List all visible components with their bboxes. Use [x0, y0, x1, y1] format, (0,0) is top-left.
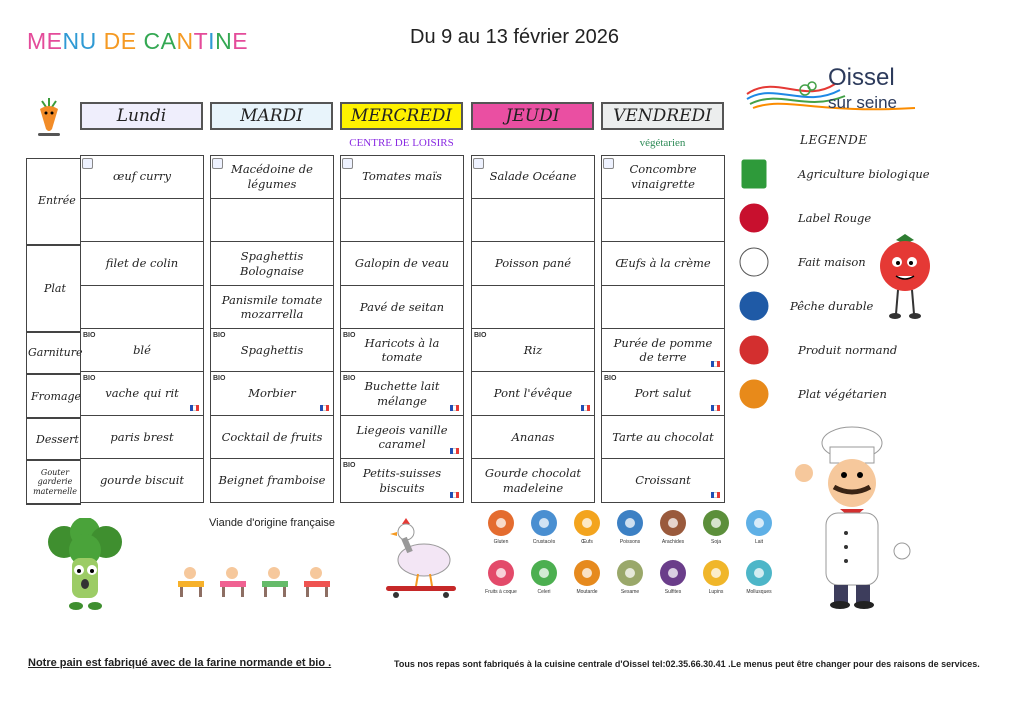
legend-label: Pêche durable [790, 299, 874, 313]
day-label: JEUDI [505, 106, 560, 126]
menu-cell-empty [602, 199, 724, 242]
vegetarien-icon [738, 378, 770, 410]
allergen-label: Œufs [581, 539, 593, 545]
day-header-jeudi [471, 102, 594, 130]
row-label-entree: Entrée [38, 193, 76, 207]
bio-badge-icon: BIO [213, 375, 226, 382]
menu-cell-empty [472, 199, 594, 242]
chef-mascot-icon [790, 425, 915, 610]
day-header-mardi [210, 102, 333, 130]
day-label: MERCREDI [350, 106, 453, 126]
menu-cell-lundi-plat: filet de colin [81, 242, 203, 286]
dish-pictogram-icon [603, 158, 614, 169]
menu-cell-vendredi-gouter: Croissant [602, 459, 724, 503]
row-label-dessert: Dessert [36, 432, 79, 446]
allergen-label: Poissons [619, 539, 641, 545]
broccoli-mascot-icon [42, 518, 128, 613]
title-letter: E [46, 28, 63, 54]
french-flag-icon [320, 405, 329, 411]
day-label: VENDREDI [613, 106, 712, 126]
allergen-label: Lait [754, 539, 764, 545]
menu-cell-lundi-garniture: blé [81, 329, 203, 372]
allergen-icon [488, 510, 514, 536]
dish-pictogram-icon [473, 158, 484, 169]
title-letter: C [143, 28, 161, 54]
day-header-mercredi [340, 102, 463, 130]
bio-badge-icon: BIO [83, 375, 96, 382]
menu-cell-mardi-plat2: Panismile tomate mozarrella [211, 286, 333, 329]
title-letter [97, 28, 104, 55]
children-eating-icon [170, 563, 335, 599]
allergen-icon [574, 510, 600, 536]
menu-cell-mercredi-plat2: Pavé de seitan [341, 286, 463, 329]
bio-badge-icon: BIO [474, 332, 487, 339]
dish-pictogram-icon [82, 158, 93, 169]
day-label: MARDI [240, 106, 303, 126]
menu-cell-mardi-plat: Spaghettis Bolognaise [211, 242, 333, 286]
menu-cell-vendredi-plat2 [602, 286, 724, 329]
ab-logo-icon [738, 158, 770, 190]
french-flag-icon [190, 405, 199, 411]
menu-cell-mercredi-fromage: Buchette lait mélange [341, 372, 463, 416]
peche-durable-icon [738, 290, 770, 322]
row-label-garniture: Garniture [28, 345, 83, 359]
page-title [27, 28, 248, 55]
french-flag-icon [581, 405, 590, 411]
row-label-plat: Plat [44, 281, 66, 295]
allergen-label: Gluten [493, 539, 509, 545]
bio-badge-icon: BIO [343, 462, 356, 469]
allergen-label: Arachides [661, 539, 685, 545]
menu-cell-mardi-garniture: Spaghettis [211, 329, 333, 372]
fait-maison-icon [738, 246, 770, 278]
menu-cell-mardi-gouter: Beignet framboise [211, 459, 333, 503]
menu-cell-vendredi-plat: Œufs à la crème [602, 242, 724, 286]
menu-cell-lundi-entree: œuf curry [81, 155, 203, 199]
french-flag-icon [711, 492, 720, 498]
logo-name: Oissel [828, 64, 895, 91]
legend-label: Label Rouge [798, 211, 872, 225]
title-letter: T [193, 28, 209, 54]
allergen-label: Fruits à coque [485, 589, 517, 595]
title-letter: E [120, 28, 137, 54]
row-label-fromage: Fromage [31, 389, 82, 403]
menu-cell-jeudi-plat2 [472, 286, 594, 329]
allergen-icon [660, 560, 686, 586]
logo-subtitle: sur seine [828, 93, 897, 112]
allergen-label: Soja [710, 539, 721, 545]
row-divider [26, 459, 81, 461]
allergen-label: Mollusques [746, 589, 772, 595]
tomato-mascot-icon [876, 232, 934, 322]
legend-label: Fait maison [798, 255, 866, 269]
label-rouge-icon [738, 202, 770, 234]
day-header-lundi [80, 102, 203, 130]
menu-cell-jeudi-fromage: Pont l'évêque [472, 372, 594, 416]
menu-cell-jeudi-entree: Salade Océane [472, 155, 594, 199]
allergen-label: Sulfites [664, 589, 682, 595]
row-label-gouter: Gouter garderie maternelle [33, 467, 77, 496]
menu-cell-vendredi-garniture: Purée de pomme de terre [602, 329, 724, 372]
title-letter: M [27, 28, 47, 54]
menu-cell-jeudi-gouter: Gourde chocolat madeleine [472, 459, 594, 503]
title-letter: U [79, 28, 97, 54]
title-letter: A [160, 28, 177, 54]
vegetarien-note: végétarien [639, 137, 686, 149]
title-letter: N [215, 28, 233, 54]
allergen-icon [488, 560, 514, 586]
menu-cell-jeudi-dessert: Ananas [472, 416, 594, 459]
allergen-label: Sesame [620, 589, 640, 595]
menu-cell-jeudi-garniture: Riz [472, 329, 594, 372]
menu-cell-mardi-fromage: Morbier [211, 372, 333, 416]
french-flag-icon [450, 405, 459, 411]
french-flag-icon [711, 405, 720, 411]
day-label: Lundi [116, 106, 167, 126]
menu-cell-mercredi-dessert: Liegeois vanille caramel [341, 416, 463, 459]
row-divider [26, 331, 81, 333]
menu-cell-mardi-dessert: Cocktail de fruits [211, 416, 333, 459]
menu-cell-lundi-dessert: paris brest [81, 416, 203, 459]
allergen-icon [746, 560, 772, 586]
date-range: Du 9 au 13 février 2026 [410, 26, 620, 48]
allergen-label: Lupins [708, 589, 724, 595]
legend-label: Agriculture biologique [798, 167, 930, 181]
centre-loisirs-note: CENTRE DE LOISIRS [349, 137, 454, 149]
dish-pictogram-icon [212, 158, 223, 169]
allergen-icon [531, 560, 557, 586]
produit-normand-icon [738, 334, 770, 366]
row-divider [26, 373, 81, 375]
allergen-icon [703, 510, 729, 536]
menu-cell-empty [211, 199, 333, 242]
bread-note: Notre pain est fabriqué avec de la farine normande et bio . [28, 657, 332, 669]
menu-cell-mercredi-plat: Galopin de veau [341, 242, 463, 286]
allergen-icon [746, 510, 772, 536]
menu-cell-empty [341, 199, 463, 242]
allergen-icon [617, 560, 643, 586]
french-flag-icon [711, 361, 720, 367]
menu-cell-mercredi-garniture: Haricots à la tomate [341, 329, 463, 372]
title-letter: N [176, 28, 194, 54]
carrot-mascot-icon [32, 95, 66, 139]
legend-title: LEGENDE [800, 133, 868, 147]
bio-badge-icon: BIO [343, 332, 356, 339]
allergen-icon [574, 560, 600, 586]
allergen-label: Moutarde [576, 589, 598, 595]
title-letter: E [232, 28, 249, 54]
title-letter: I [208, 28, 216, 54]
menu-cell-vendredi-dessert: Tarte au chocolat [602, 416, 724, 459]
menu-cell-vendredi-fromage: Port salut [602, 372, 724, 416]
title-letter: N [62, 28, 80, 54]
menu-cell-lundi-fromage: vache qui rit [81, 372, 203, 416]
menu-cell-mardi-entree: Macédoine de légumes [211, 155, 333, 199]
bio-badge-icon: BIO [213, 332, 226, 339]
kitchen-note: Tous nos repas sont fabriqués à la cuisine centrale d'Oissel tel:02.35.66.30.41 .Le menus peut être changer pour des raisons de services. [394, 659, 980, 669]
menu-cell-empty [81, 199, 203, 242]
row-divider [26, 244, 81, 246]
allergen-label: Celeri [537, 589, 551, 595]
french-flag-icon [450, 492, 459, 498]
bio-badge-icon: BIO [343, 375, 356, 382]
chicken-skateboard-icon [380, 518, 460, 600]
allergen-icon [617, 510, 643, 536]
menu-cell-jeudi-plat: Poisson pané [472, 242, 594, 286]
title-letter [137, 28, 144, 55]
menu-cell-mercredi-gouter: Petits-suisses biscuits [341, 459, 463, 503]
meat-origin-note: Viande d'origine française [209, 517, 336, 529]
allergen-icon [531, 510, 557, 536]
row-divider [26, 417, 81, 419]
allergen-icon [703, 560, 729, 586]
day-header-vendredi [601, 102, 724, 130]
menu-cell-mercredi-entree: Tomates maïs [341, 155, 463, 199]
french-flag-icon [450, 448, 459, 454]
bio-badge-icon: BIO [604, 375, 617, 382]
row-divider [26, 503, 81, 505]
dish-pictogram-icon [342, 158, 353, 169]
legend-label: Plat végétarien [798, 387, 887, 401]
bio-badge-icon: BIO [83, 332, 96, 339]
allergen-icon [660, 510, 686, 536]
menu-cell-lundi-gouter: gourde biscuit [81, 459, 203, 503]
menu-cell-lundi-plat2 [81, 286, 203, 329]
legend-label: Produit normand [798, 343, 898, 357]
allergen-label: Crustacés [532, 539, 556, 545]
title-letter: D [103, 28, 121, 54]
menu-cell-vendredi-entree: Concombre vinaigrette [602, 155, 724, 199]
